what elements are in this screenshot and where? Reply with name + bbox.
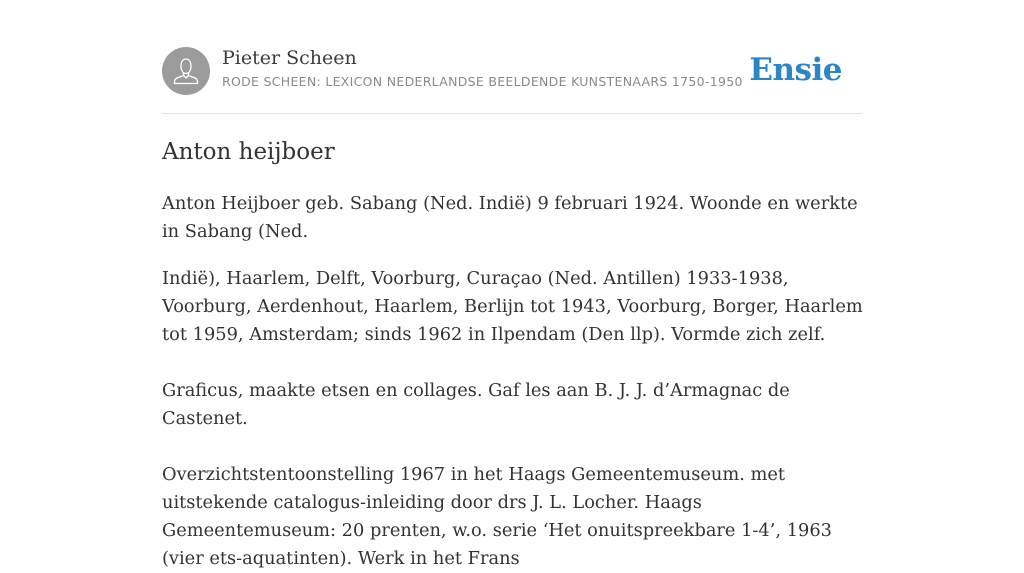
header-divider [162,113,862,114]
source-title[interactable]: RODE SCHEEN: LEXICON NEDERLANDSE BEELDENDE KUNSTENAARS 1750-1950 [222,74,743,89]
author-avatar[interactable] [162,47,210,95]
user-silhouette-icon [162,47,210,95]
article-body [162,190,868,573]
article-header [162,46,862,96]
article-title: Anton heijboer [162,139,335,165]
paragraph: Indië), Haarlem, Delft, Voorburg, Curaçao (Ned. Antillen) 1933-1938, Voorburg, Aerdenhout, Haarlem, Berlijn tot 1943, Voorburg, Borger, Haarlem tot 1959, Amsterdam; sinds 1962 in Ilpendam (Den llp). Vormde zich zelf. [162,268,863,345]
ensie-logo[interactable]: Ensie [749,52,842,88]
author-name[interactable]: Pieter Scheen [222,47,357,69]
paragraph: Anton Heijboer geb. Sabang (Ned. Indië) 9 februari 1924. Woonde en werkte in Sabang (Ned. [162,193,858,242]
paragraph: Overzichtstentoonstelling 1967 in het Haags Gemeentemuseum. met uitstekende catalogus-inleiding door drs J. L. Locher. Haags Gemeentemuseum: 20 prenten, w.o. serie ‘Het onuitspreekbare 1-4’, 1963 (vier ets-aquatinten). Werk in het Frans [162,464,832,569]
paragraph: Graficus, maakte etsen en collages. Gaf les aan B. J. J. d’Armagnac de Castenet. [162,380,790,429]
